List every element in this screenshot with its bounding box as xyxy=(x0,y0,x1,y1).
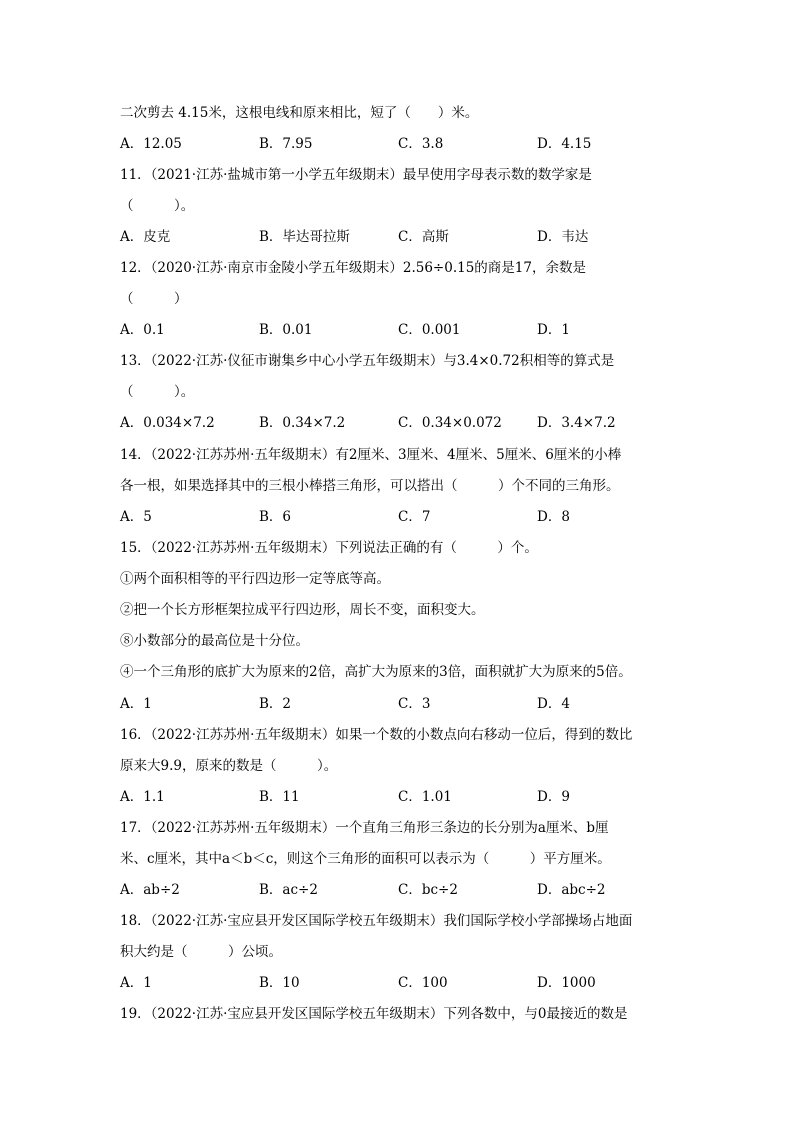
option-c: C．100 xyxy=(398,975,448,991)
option-c: C．3.8 xyxy=(398,136,444,152)
option-a: A．12.05 xyxy=(120,136,182,152)
option-c: C．bc÷2 xyxy=(398,882,458,898)
option-c: C．0.001 xyxy=(398,322,461,338)
option-d: D．3.4×7.2 xyxy=(537,415,616,431)
question-12-stem: 12．（2020·江苏·南京市金陵小学五年级期末）2.56÷0.15的商是17，余数是 xyxy=(120,260,586,276)
question-16-stem: 16．（2022·江苏苏州·五年级期末）如果一个数的小数点向右移动一位后，得到的数比 xyxy=(120,727,633,743)
option-b: B．6 xyxy=(259,509,292,525)
statement-3: ⑧小数部分的最高位是十分位。 xyxy=(120,633,309,649)
statement-1: ①两个面积相等的平行四边形一定等底等高。 xyxy=(120,571,390,587)
option-d: D．4.15 xyxy=(537,136,592,152)
statement-4: ④一个三角形的底扩大为原来的2倍，高扩大为原来的3倍，面积就扩大为原来的5倍。 xyxy=(120,664,632,680)
option-a: A．ab÷2 xyxy=(120,882,180,898)
option-a: A．1 xyxy=(120,696,152,712)
option-d: D．1000 xyxy=(537,975,596,991)
option-a: A．1 xyxy=(120,975,152,991)
statement-2: ②把一个长方形框架拉成平行四边形，周长不变，面积变大。 xyxy=(120,602,485,618)
option-c: C．3 xyxy=(398,696,431,712)
question-18-stem: 18．（2022·江苏·宝应县开发区国际学校五年级期末）我们国际学校小学部操场占地面 xyxy=(120,913,633,929)
question-11-stem-cont: （ ）。 xyxy=(120,198,195,214)
option-c: C．0.34×0.072 xyxy=(398,415,502,431)
question-13-stem-cont: （ ）。 xyxy=(120,384,195,400)
option-c: C．高斯 xyxy=(398,229,449,245)
option-b: B．ac÷2 xyxy=(259,882,318,898)
option-c: C．1.01 xyxy=(398,789,452,805)
question-10-stem-end: 二次剪去 4.15米，这根电线和原来相比，短了（ ）米。 xyxy=(120,105,479,121)
option-d: D．1 xyxy=(537,322,570,338)
option-d: D．4 xyxy=(537,696,570,712)
option-b: B．7.95 xyxy=(259,136,313,152)
option-d: D．9 xyxy=(537,789,570,805)
question-14-stem-cont: 各一根，如果选择其中的三根小棒搭三角形，可以搭出（ ）个不同的三角形。 xyxy=(120,478,620,494)
option-d: D．8 xyxy=(537,509,570,525)
question-16-stem-cont: 原来大9.9，原来的数是（ ）。 xyxy=(120,758,338,774)
question-14-stem: 14．（2022·江苏苏州·五年级期末）有2厘米、3厘米、4厘米、5厘米、6厘米的小棒 xyxy=(120,447,622,463)
option-a: A．0.034×7.2 xyxy=(120,415,215,431)
option-b: B．0.34×7.2 xyxy=(259,415,346,431)
question-12-stem-cont: （ ） xyxy=(120,291,188,307)
option-b: B．11 xyxy=(259,789,300,805)
option-b: B．10 xyxy=(259,975,300,991)
option-a: A．皮克 xyxy=(120,229,171,245)
option-a: A．1.1 xyxy=(120,789,165,805)
question-13-stem: 13．（2022·江苏·仪征市谢集乡中心小学五年级期末）与3.4×0.72积相等的算式是 xyxy=(120,353,615,369)
option-b: B．2 xyxy=(259,696,292,712)
question-17-stem-cont: 米、c厘米，其中a＜b＜c，则这个三角形的面积可以表示为（ ）平方厘米。 xyxy=(120,851,611,867)
option-c: C．7 xyxy=(398,509,431,525)
question-11-stem: 11．（2021·江苏·盐城市第一小学五年级期末）最早使用字母表示数的数学家是 xyxy=(120,167,592,183)
question-18-stem-cont: 积大约是（ ）公顷。 xyxy=(120,944,282,960)
option-a: A．5 xyxy=(120,509,152,525)
question-19-stem: 19．（2022·江苏·宝应县开发区国际学校五年级期末）下列各数中，与0最接近的数是 xyxy=(120,1006,628,1022)
option-a: A．0.1 xyxy=(120,322,165,338)
option-d: D．韦达 xyxy=(537,229,589,245)
question-17-stem: 17．（2022·江苏苏州·五年级期末）一个直角三角形三条边的长分别为a厘米、b厘 xyxy=(120,820,609,836)
option-b: B．毕达哥拉斯 xyxy=(259,229,350,245)
question-15-stem: 15．（2022·江苏苏州·五年级期末）下列说法正确的有（ ）个。 xyxy=(120,540,538,556)
option-d: D．abc÷2 xyxy=(537,882,606,898)
option-b: B．0.01 xyxy=(259,322,313,338)
